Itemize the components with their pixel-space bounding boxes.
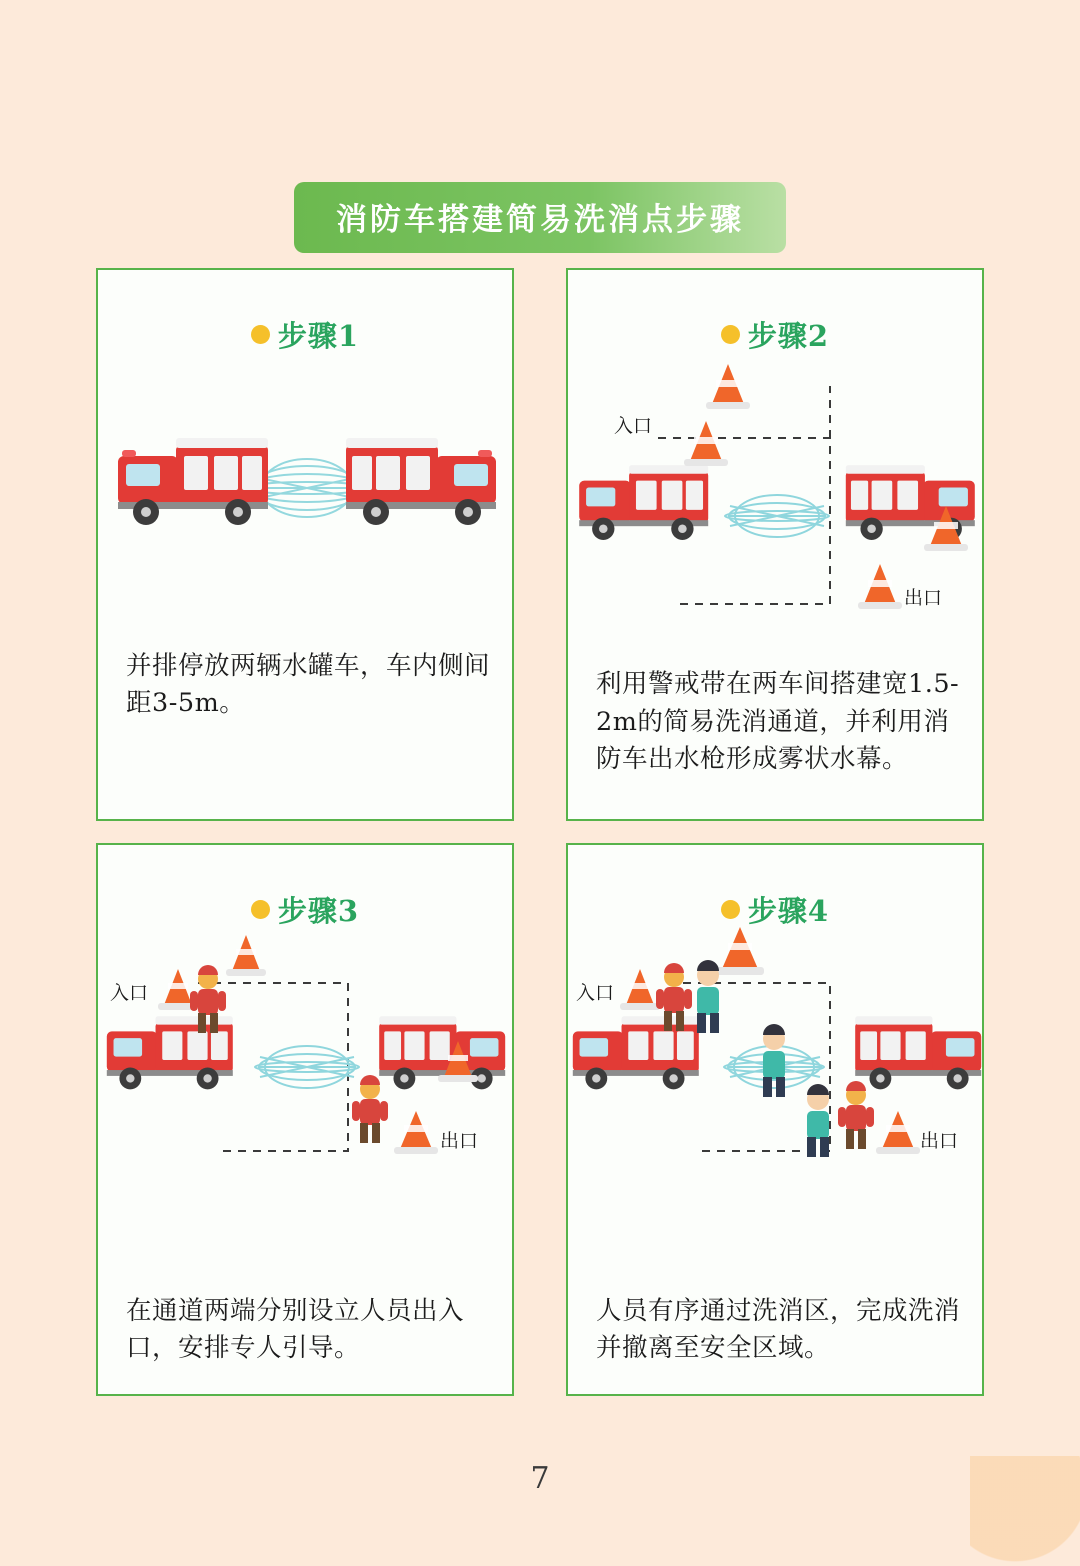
step-4-illustration (568, 921, 982, 1221)
water-spray-icon (725, 495, 829, 537)
traffic-cone-icon (876, 1111, 920, 1154)
step-card-2 (566, 268, 984, 821)
step-card-1-label: 步骤1 (277, 319, 360, 353)
bullet-dot-icon (721, 325, 740, 344)
fire-truck-left-icon (118, 438, 268, 525)
firefighter-icon (838, 1081, 874, 1149)
steps-grid (96, 268, 984, 1396)
step-card-2-label: 步骤2 (747, 319, 830, 353)
page-title: 消防车搭建简易洗消点步骤 (294, 182, 786, 253)
firefighter-icon (352, 1075, 388, 1143)
entrance-label: 入口 (576, 982, 615, 1004)
bullet-dot-icon (721, 900, 740, 919)
exit-label: 出口 (440, 1130, 479, 1152)
traffic-cone-icon (684, 421, 728, 466)
step-2-illustration (568, 346, 982, 646)
step-3-illustration (98, 921, 512, 1221)
traffic-cone-icon (858, 564, 902, 609)
entrance-label: 入口 (110, 982, 149, 1004)
fire-truck-right-icon (855, 1016, 981, 1089)
page-number: 7 (530, 1461, 550, 1496)
water-spray-icon (255, 1046, 359, 1088)
step-card-4-label: 步骤4 (747, 894, 830, 928)
step-card-3-caption: 在通道两端分别设立人员出入口，安排专人引导。 (126, 1295, 465, 1364)
traffic-cone-icon (226, 935, 266, 976)
step-card-4 (566, 843, 984, 1396)
step-card-3 (96, 843, 514, 1396)
traffic-cone-icon (706, 364, 750, 409)
traffic-cone-icon (620, 969, 660, 1010)
exit-label: 出口 (920, 1130, 959, 1152)
exit-label: 出口 (904, 587, 943, 609)
bullet-dot-icon (251, 325, 270, 344)
title-banner-wrap (0, 182, 1080, 253)
step-card-1 (96, 268, 514, 821)
fire-truck-right-icon (346, 438, 496, 525)
civilian-icon (807, 1084, 829, 1157)
traffic-cone-icon (716, 927, 764, 975)
step-card-4-caption: 人员有序通过洗消区，完成洗消并撤离至安全区域。 (596, 1295, 961, 1364)
entrance-label: 入口 (614, 415, 653, 437)
corner-decoration (970, 1456, 1080, 1566)
bullet-dot-icon (251, 900, 270, 919)
step-card-1-caption: 并排停放两辆水罐车，车内侧间距3-5m。 (126, 650, 491, 719)
step-card-2-caption: 利用警戒带在两车间搭建宽1.5-2m的简易洗消通道，并利用消防车出水枪形成雾状水幕。 (596, 668, 960, 775)
fire-truck-left-icon (579, 465, 708, 540)
civilian-icon (697, 960, 719, 1033)
civilian-icon (763, 1024, 785, 1097)
traffic-cone-icon (394, 1111, 438, 1154)
step-card-3-label: 步骤3 (277, 894, 360, 928)
step-1-illustration (98, 346, 512, 646)
